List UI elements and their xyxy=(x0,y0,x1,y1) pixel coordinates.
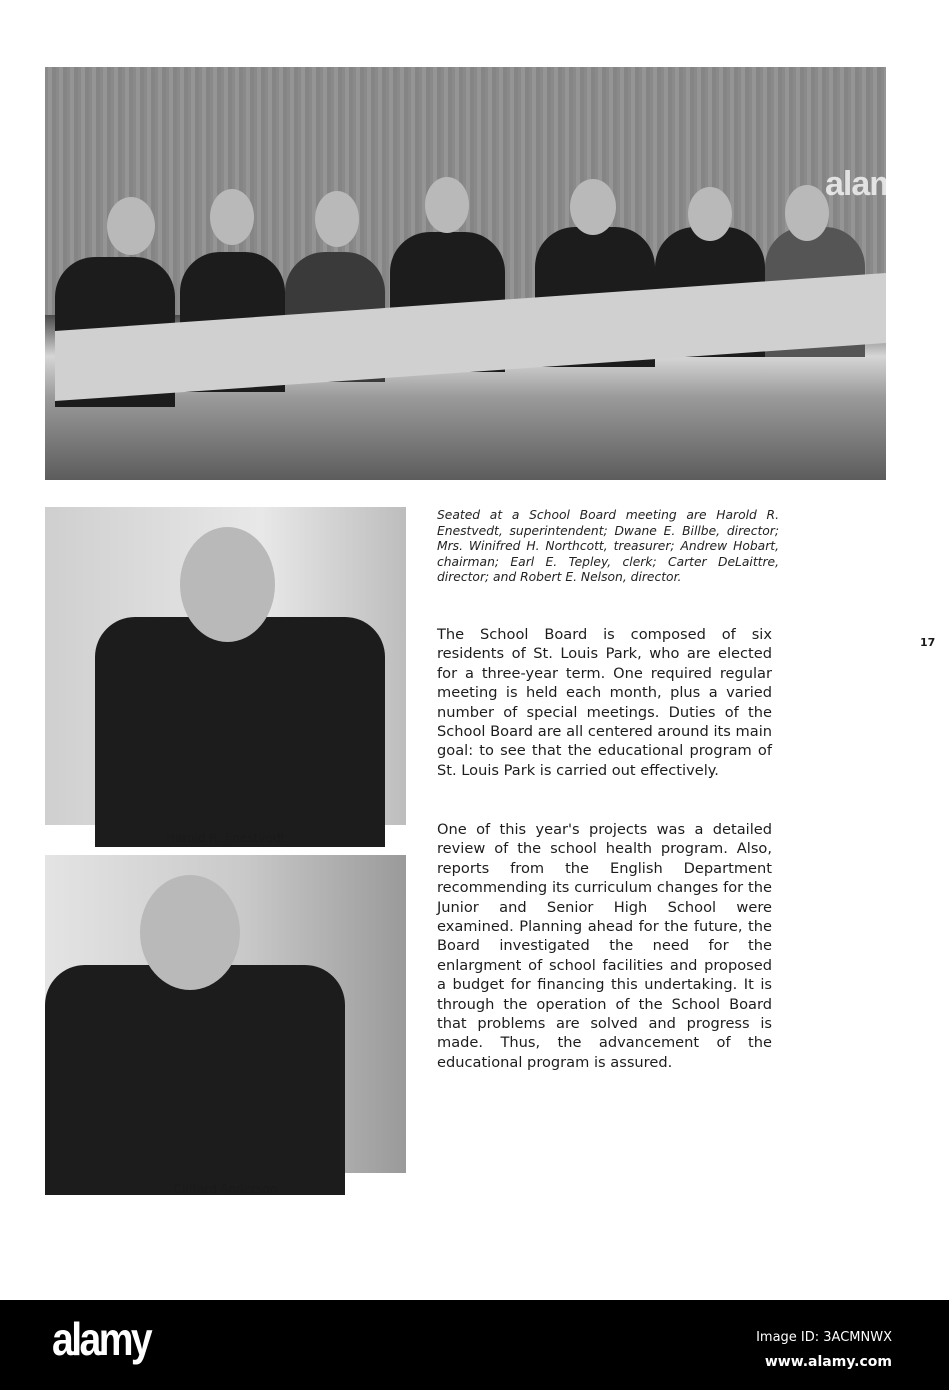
alamy-logo: alamy xyxy=(52,1313,151,1365)
clifford-anderson-photo xyxy=(45,855,406,1173)
page-number: 17 xyxy=(920,636,936,649)
person-head xyxy=(180,527,275,642)
harold-enestvedt-photo xyxy=(45,507,406,825)
group-photo-caption: Seated at a School Board meeting are Harold R. Enestvedt, superintendent; Dwane E. Billbe, director; Mrs. Winifred H. Northcott, treasurer; Andrew Hobart, chairman; Earl E. Tepley, clerk; Carter DeLaittre, director; and Robert E. Nelson, director. xyxy=(437,508,779,584)
watermark-url: www.alamy.com xyxy=(764,1354,892,1370)
person-head xyxy=(785,185,829,241)
body-paragraph: One of this year's projects was a detailed review of the school health program. Also, reports from the English Department recommending its curriculum changes for the Junior and Senior High School were examined. Planning ahead for the future, the Board investigated the need for the enlargment of school facilities and proposed a budget for financing this undertaking. It is through the operation of the School Board that problems are solved and progress is made. Thus, the advancement of the educational program is assured. xyxy=(437,821,772,1071)
person-head xyxy=(107,197,155,255)
body-paragraph: The School Board is composed of six residents of St. Louis Park, who are elected for a three-year term. One required regular meeting is held each month, plus a varied number of special meetings. Duties of the School Board are all centered around its main goal: to see that the educational program of St. Louis Park is carried out effectively. xyxy=(437,626,772,779)
watermark-bar xyxy=(0,1300,949,1390)
anderson-photo-caption: Clifford Anderson xyxy=(173,1182,278,1196)
school-board-meeting-photo xyxy=(45,67,917,480)
person xyxy=(95,617,385,847)
person-head xyxy=(140,875,240,990)
image-id: Image ID: 3ACMNWX xyxy=(756,1330,892,1345)
person-head xyxy=(315,191,359,247)
watermark-logo: alamy xyxy=(825,165,917,203)
person xyxy=(45,965,345,1195)
enestvedt-photo-caption: Harold R. Enestvedt xyxy=(165,831,286,845)
person-head xyxy=(570,179,616,235)
person-head xyxy=(210,189,254,245)
person-head xyxy=(688,187,732,241)
person-head xyxy=(425,177,469,233)
